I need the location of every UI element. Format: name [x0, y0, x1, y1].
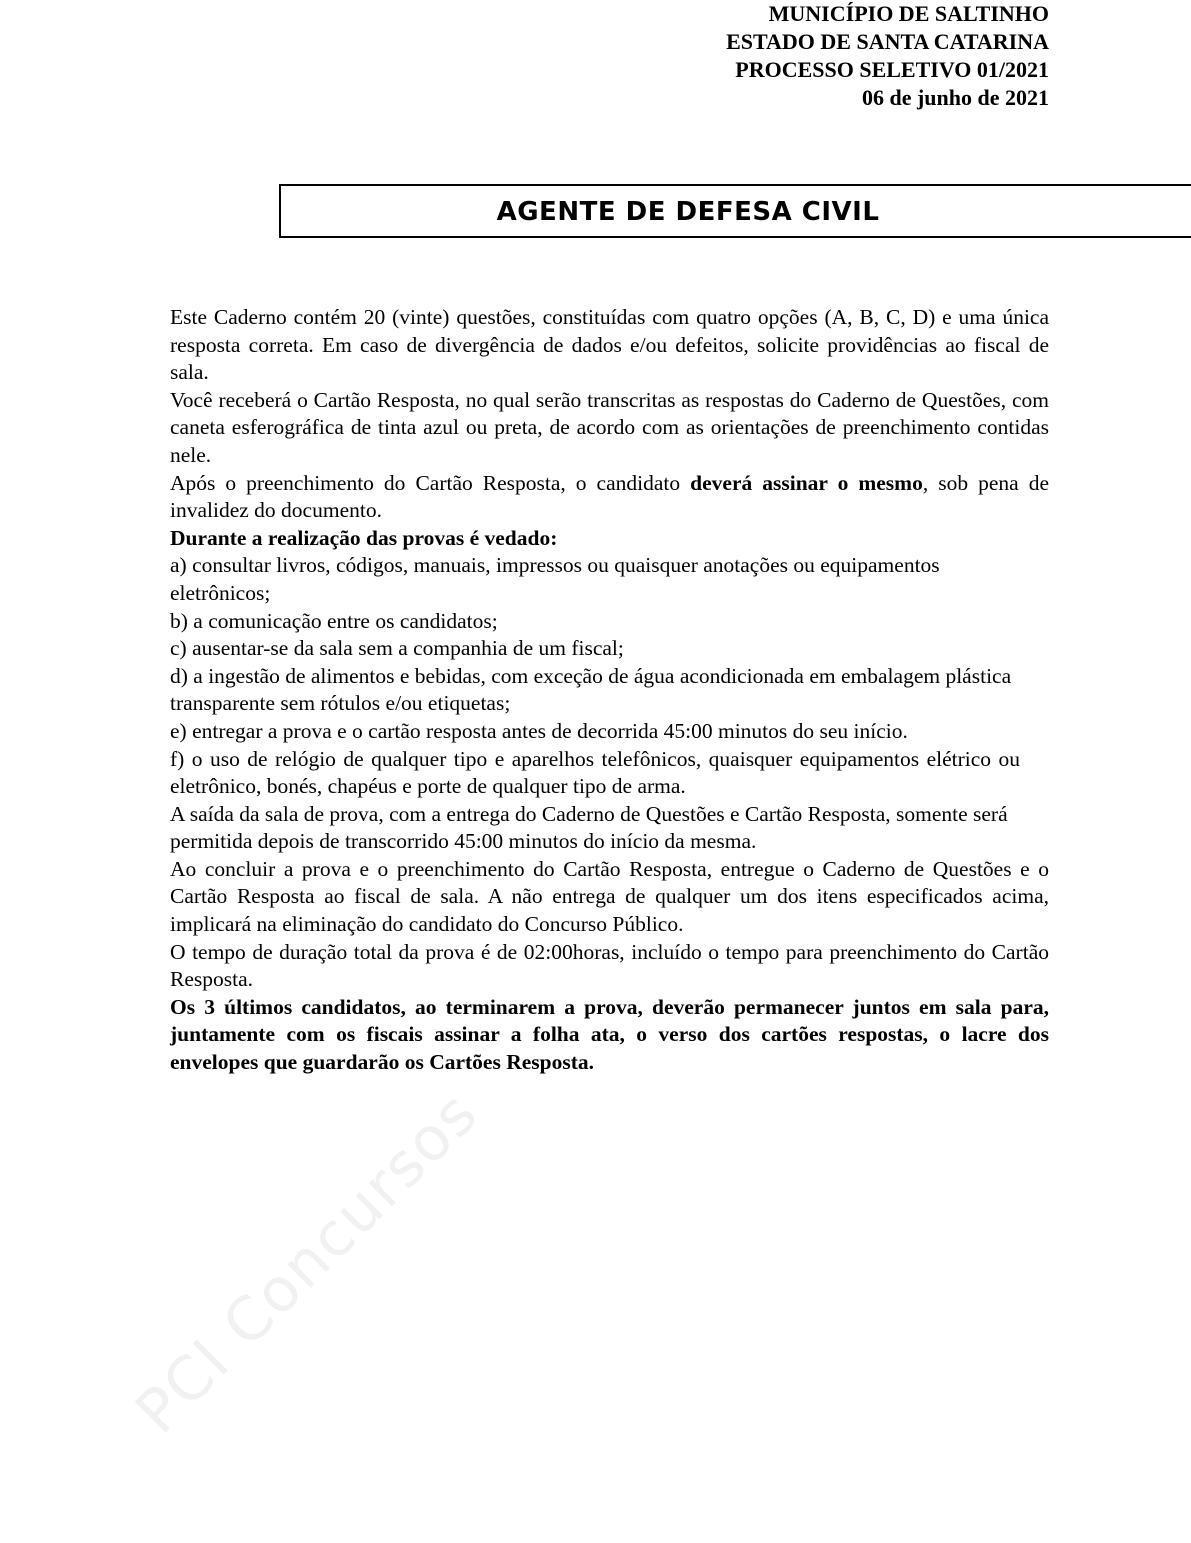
instruction-emphasis: deverá assinar o mesmo	[690, 470, 923, 495]
prohibited-heading: Durante a realização das provas é vedado:	[170, 525, 558, 550]
prohibited-item: f) o uso de relógio de qualquer tipo e aparelhos telefônicos, quaisquer equipamentos elétrico ou eletrônico, bonés, chapéus e porte de qualquer tipo de arma.	[170, 746, 1020, 799]
instruction-paragraph: Este Caderno contém 20 (vinte) questões, constituídas com quatro opções (A, B, C, D) e uma única resposta correta. Em caso de divergência de dados e/ou defeitos, solicite providências ao fiscal de sala.	[170, 305, 1049, 385]
instruction-paragraph: Ao concluir a prova e o preenchimento do Cartão Resposta, entregue o Caderno de Questões e o Cartão Resposta ao fiscal de sala. A não entrega de qualquer um dos itens especificados acima, implicará na eliminação do candidato do Concurso Público.	[170, 856, 1049, 937]
instruction-paragraph	[170, 470, 1049, 525]
document-header	[489, 0, 1049, 112]
header-state: ESTADO DE SANTA CATARINA	[726, 29, 1049, 54]
instruction-paragraph: Você receberá o Cartão Resposta, no qual serão transcritas as respostas do Caderno de Questões, com caneta esferográfica de tinta azul ou preta, de acordo com as orientações de preenchimento contidas nele.	[170, 387, 1049, 467]
prohibited-item: c) ausentar-se da sala sem a companhia de um fiscal;	[170, 636, 624, 661]
instruction-text: Após o preenchimento do Cartão Resposta, o candidato	[170, 470, 691, 495]
instruction-text: , sob pena de invalidez do documento.	[170, 470, 1050, 523]
prohibited-item: a) consultar livros, códigos, manuais, impressos ou quaisquer anotações ou equipamentos eletrônicos;	[170, 553, 940, 605]
instructions-block	[170, 304, 1049, 1077]
header-date: 06 de junho de 2021	[861, 85, 1049, 110]
instruction-paragraph: O tempo de duração total da prova é de 02:00horas, incluído o tempo para preenchimento do Cartão Resposta.	[170, 939, 1049, 992]
prohibited-item: e) entregar a prova e o cartão resposta antes de decorrida 45:00 minutos do seu início.	[170, 718, 908, 743]
prohibited-item: b) a comunicação entre os candidatos;	[170, 608, 498, 633]
job-title-box	[279, 184, 1191, 238]
instruction-paragraph: A saída da sala de prova, com a entrega do Caderno de Questões e Cartão Resposta, somente será permitida depois de transcorrido 45:00 minutos do início da mesma.	[170, 801, 1008, 854]
prohibited-item: d) a ingestão de alimentos e bebidas, com exceção de água acondicionada em embalagem plástica transparente sem rótulos e/ou etiquetas;	[170, 663, 1012, 716]
header-municipality: MUNICÍPIO DE SALTINHO	[768, 1, 1049, 26]
watermark: PCI Concursos	[122, 1077, 493, 1448]
final-instruction: Os 3 últimos candidatos, ao terminarem a prova, deverão permanecer juntos em sala para, juntamente com os fiscais assinar a folha ata, o verso dos cartões respostas, o lacre dos envelopes que guardarão os Cartões Resposta.	[170, 994, 1049, 1075]
job-title: AGENTE DE DEFESA CIVIL	[496, 197, 880, 227]
header-process: PROCESSO SELETIVO 01/2021	[735, 57, 1049, 82]
